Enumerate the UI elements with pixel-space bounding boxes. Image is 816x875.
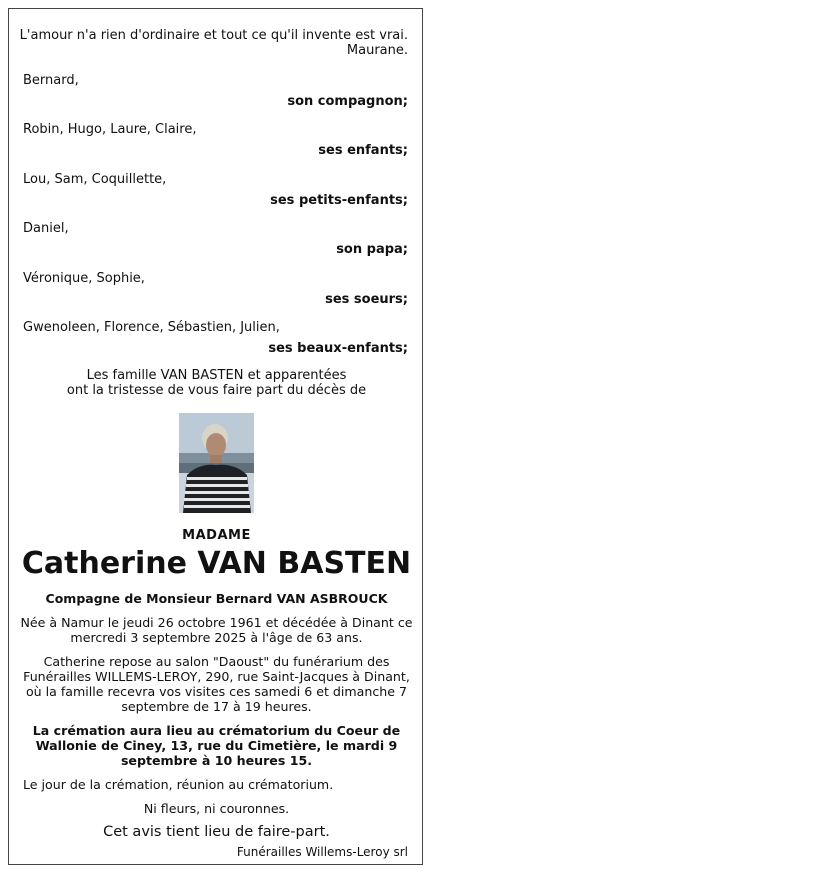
announcement-line-1: Les famille VAN BASTEN et apparentées [86,368,347,383]
family-names: Bernard, [23,73,79,88]
death-notice [8,8,423,865]
family-role: ses soeurs; [325,292,408,307]
family-names: Daniel, [23,221,69,236]
quote-block [20,28,408,58]
deceased-name: Catherine VAN BASTEN [21,546,412,581]
funeral-home-signature: Funérailles Willems-Leroy srl [236,845,408,859]
family-role: ses petits-enfants; [270,193,408,208]
quote-text: L'amour n'a rien d'ordinaire et tout ce qu'il invente est vrai. [19,28,408,43]
companion-line: Compagne de Monsieur Bernard VAN ASBROUCK [45,591,388,606]
repose-paragraph: Catherine repose au salon "Daoust" du funérarium des Funérailles WILLEMS-LEROY, 290, rue Saint-Jacques à Dinant, où la famille recevra vos visites ces samedi 6 et dimanche 7 septembre de 17 à 19 heures. [23,654,410,714]
deceased-title: MADAME [182,528,251,543]
family-role: son papa; [336,242,408,257]
birth-death-paragraph: Née à Namur le jeudi 26 octobre 1961 et décédée à Dinant ce mercredi 3 septembre 2025 à l'âge de 63 ans. [20,615,413,645]
reunion-line: Le jour de la crémation, réunion au crématorium. [23,777,334,792]
announcement [9,368,424,398]
deceased-photo [179,413,254,513]
quote-author: Maurane. [346,43,408,58]
flowers-line: Ni fleurs, ni couronnes. [143,801,290,816]
family-names: Robin, Hugo, Laure, Claire, [23,122,197,137]
portrait-image [179,413,254,513]
cremation-paragraph: La crémation aura lieu au crématorium du Coeur de Wallonie de Ciney, 13, rue du Cimetière, le mardi 9 septembre à 10 heures 15. [32,723,401,768]
family-role: son compagnon; [287,94,408,109]
announcement-line-2: ont la tristesse de vous faire part du décès de [66,383,367,398]
family-role: ses beaux-enfants; [268,341,408,356]
avis-line: Cet avis tient lieu de faire-part. [103,824,330,840]
family-names: Lou, Sam, Coquillette, [23,172,167,187]
family-role: ses enfants; [318,143,408,158]
family-names: Gwenoleen, Florence, Sébastien, Julien, [23,320,280,335]
family-names: Véronique, Sophie, [23,271,145,286]
